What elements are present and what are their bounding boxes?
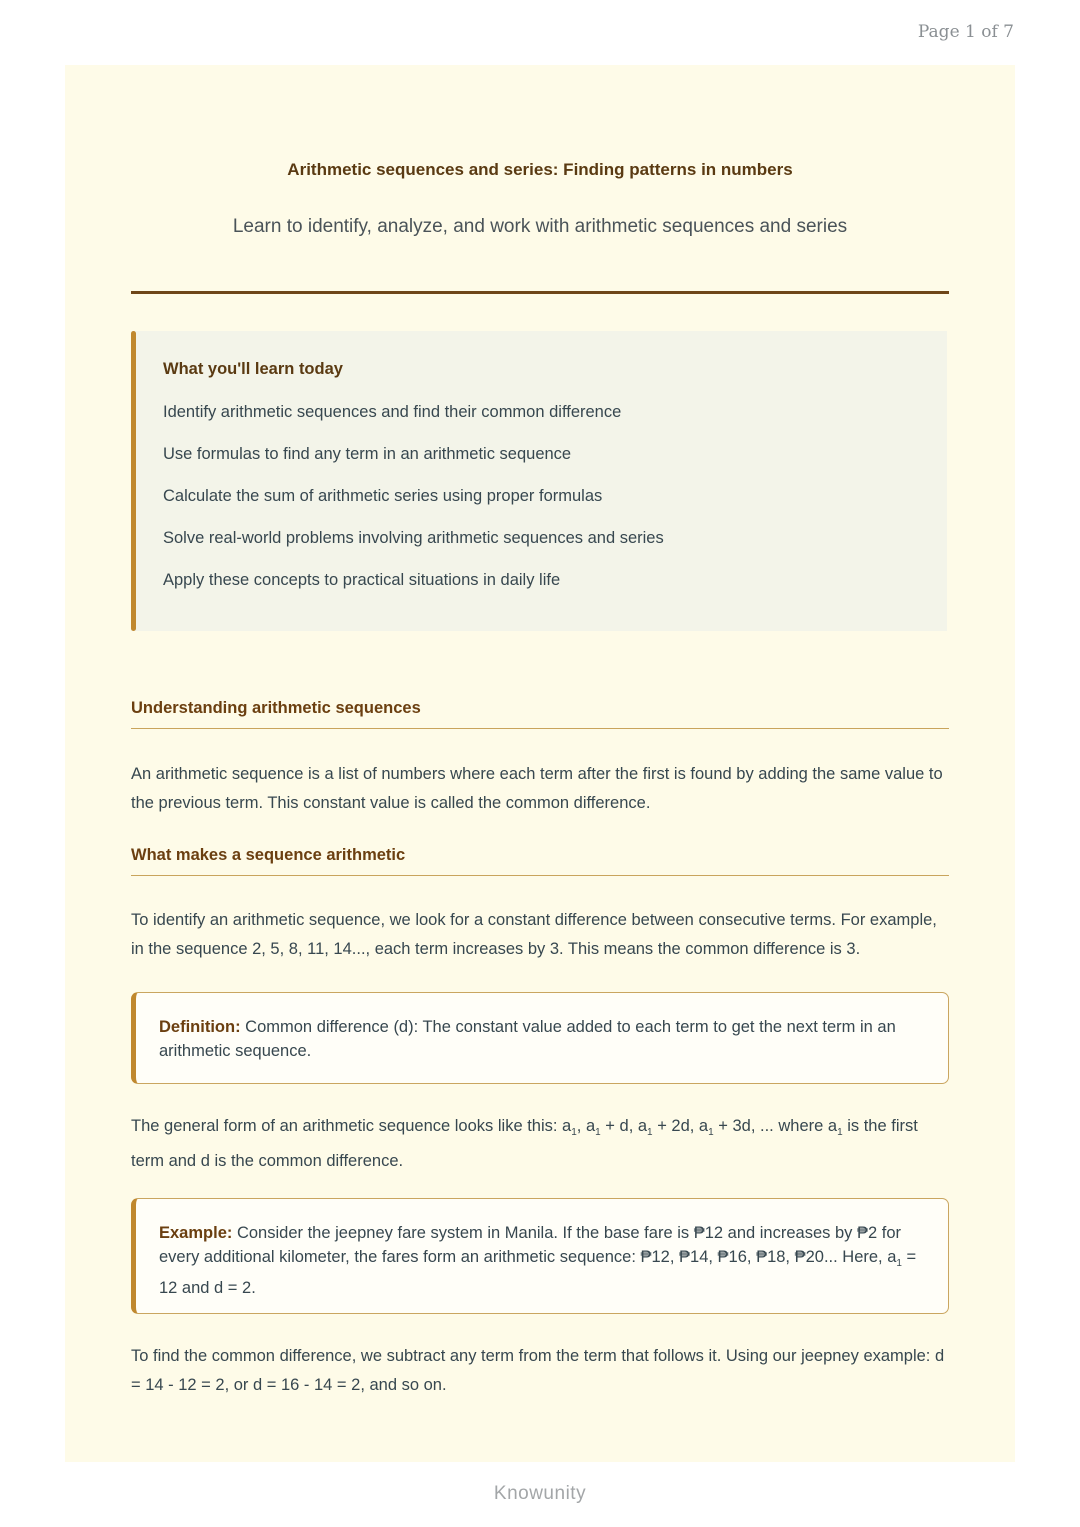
subscript: 1 — [708, 1127, 714, 1138]
learning-objectives-list — [163, 401, 664, 611]
brand-footer: Knowunity — [493, 1483, 587, 1504]
text-run: The general form of an arithmetic sequence looks like this: a — [131, 1117, 572, 1135]
title-divider — [131, 291, 949, 294]
section-paragraph: An arithmetic sequence is a list of numbers where each term after the first is found by adding the same value to the previous term. This constant value is called the common difference. — [131, 765, 943, 812]
accent-bar — [131, 331, 136, 631]
list-item: Calculate the sum of arithmetic series using proper formulas — [163, 487, 603, 505]
text-run: + 3d, ... where a — [713, 1117, 838, 1135]
subscript: 1 — [896, 1258, 902, 1269]
subscript: 1 — [595, 1127, 601, 1138]
text-run: is the first term and d is the common difference. — [131, 1117, 918, 1170]
subscript: 1 — [647, 1127, 653, 1138]
page-number: Page 1 of 7 — [917, 22, 1014, 42]
list-item: Apply these concepts to practical situations in daily life — [163, 571, 561, 589]
general-form-paragraph — [131, 1112, 951, 1176]
learning-objectives-heading: What you'll learn today — [163, 360, 343, 378]
text-run: , a — [576, 1117, 596, 1135]
text-run: + d, a — [600, 1117, 648, 1135]
page-title: Arithmetic sequences and series: Finding patterns in numbers — [287, 160, 793, 179]
example-label: Example: — [159, 1224, 233, 1242]
example-text: Consider the jeepney fare system in Manila. If the base fare is ₱12 and increases by ₱2 for every additional kilometer, the fares form an arithmetic sequence: ₱12, ₱14, ₱16, ₱18, ₱20... Here, a — [159, 1224, 901, 1266]
section-heading-what-makes: What makes a sequence arithmetic — [131, 846, 949, 876]
list-item: Solve real-world problems involving arithmetic sequences and series — [163, 529, 664, 547]
page-subtitle: Learn to identify, analyze, and work with arithmetic sequences and series — [232, 216, 848, 237]
definition-label: Definition: — [159, 1018, 241, 1036]
example-tail: = 12 and d = 2. — [159, 1248, 917, 1297]
list-item: Use formulas to find any term in an arithmetic sequence — [163, 445, 572, 463]
section-paragraph: To identify an arithmetic sequence, we look for a constant difference between consecutive terms. For example, in the sequence 2, 5, 8, 11, 14..., each term increases by 3. This means the common difference is 3. — [131, 911, 937, 958]
learning-objectives-box — [131, 331, 947, 631]
list-item: Identify arithmetic sequences and find their common difference — [163, 403, 622, 421]
example-callout — [131, 1198, 949, 1314]
note-sheet — [65, 65, 1015, 1462]
section-heading-understanding: Understanding arithmetic sequences — [131, 699, 949, 729]
subscript: 1 — [837, 1127, 843, 1138]
definition-callout — [131, 992, 949, 1084]
definition-text: Common difference (d): The constant value added to each term to get the next term in an arithmetic sequence. — [159, 1018, 896, 1060]
closing-paragraph: To find the common difference, we subtract any term from the term that follows it. Using our jeepney example: d = 14 - 12 = 2, or d = 16 - 14 = 2, and so on. — [131, 1347, 945, 1394]
text-run: + 2d, a — [652, 1117, 709, 1135]
subscript: 1 — [571, 1127, 577, 1138]
